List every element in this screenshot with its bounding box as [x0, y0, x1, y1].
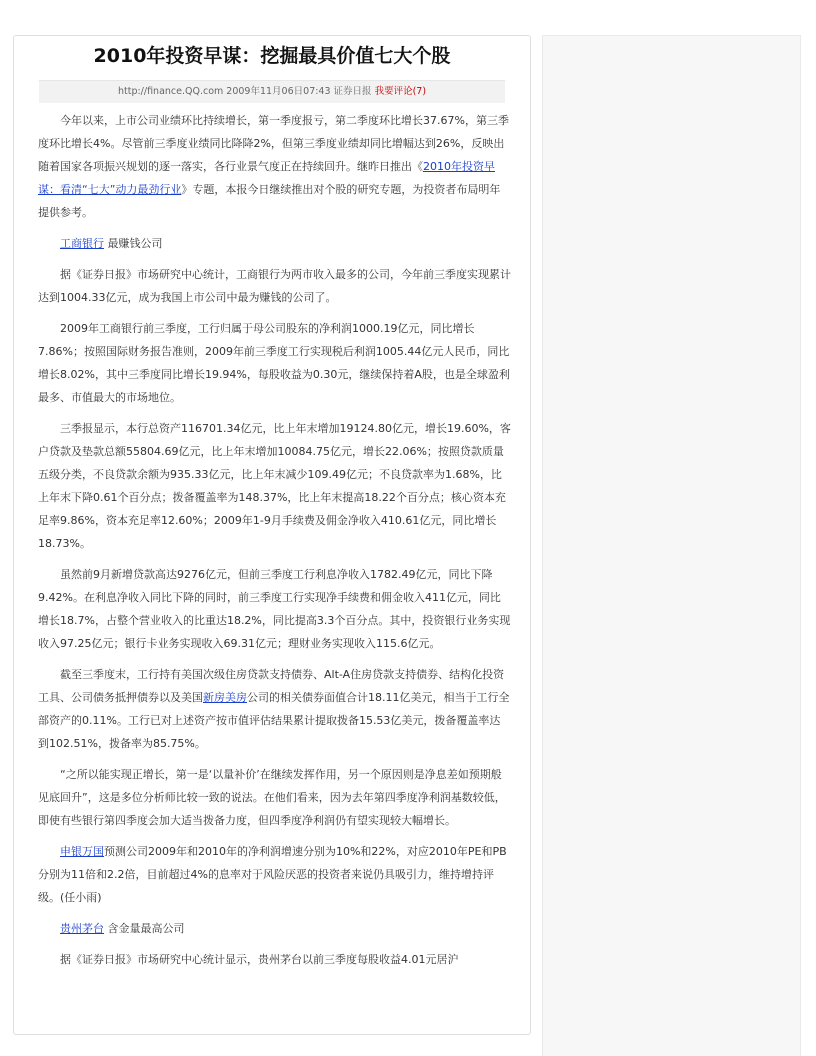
- section-heading-moutai: 贵州茅台 含金量最高公司: [60, 922, 185, 935]
- stock-link-icbc[interactable]: 工商银行: [60, 237, 104, 250]
- paragraph: 2009年工商银行前三季度，工行归属于母公司股东的净利润1000.19亿元，同比增长7.86%；按照国际财务报告准则，2009年前三季度工行实现税后利润1005.44亿元人民币，同比增长8.02%，其中三季度同比增长19.94%，每股收益为0.30元，继续保持着A股，也是全球盈利最多、市值最大的市场地位。: [38, 322, 510, 404]
- paragraph: 今年以来，上市公司业绩环比持续增长，第一季度报亏，第二季度环比增长37.67%，第三季度环比增长4%。尽管前三季度业绩同比降降2%，但第三季度业绩却同比增幅达到26%，反映出随着国家各项振兴规划的逐一落实，各行业景气度正在持续回升。继昨日推出《2010年投资早谋：看清“七大”动力最劲行业》专题，本报今日继续推出对个股的研究专题，为投资者布局明年提供参考。: [38, 114, 509, 219]
- article-panel: [13, 35, 531, 1035]
- sidebar-panel: [542, 35, 801, 1056]
- paragraph: 据《证券日报》市场研究中心统计，工商银行为两市收入最多的公司，今年前三季度实现累计达到1004.33亿元，成为我国上市公司中最为赚钱的公司了。: [38, 268, 511, 304]
- paragraph: 截至三季度末，工行持有美国次级住房贷款支持债券、Alt-A住房贷款支持债券、结构化投资工具、公司债务抵押债券以及美国新房美房公司的相关债券面值合计18.11亿美元，相当于工行全部资产的0.11%。工行已对上述资产按市值评估结果累计提取拨备15.53亿美元，拨备覆盖率达到102.51%，拨备率为85.75%。: [38, 668, 510, 750]
- stock-link-fannie-freddie[interactable]: 新房美房: [203, 691, 247, 704]
- section-heading-icbc: 工商银行 最赚钱公司: [60, 237, 163, 250]
- stock-link-shenyin[interactable]: 申银万国: [60, 845, 104, 858]
- paragraph: 据《证券日报》市场研究中心统计显示，贵州茅台以前三季度每股收益4.01元居沪: [60, 953, 459, 966]
- related-topic-link[interactable]: 2010年投资早谋：看清“七大”动力最劲行业: [38, 160, 495, 196]
- article-meta-bar: [39, 80, 505, 103]
- paragraph: 申银万国预测公司2009年和2010年的净利润增速分别为10%和22%，对应2010年PE和PB分别为11倍和2.2倍，目前超过4%的息率对于风险厌恶的投资者来说仍具吸引力，维持增持评级。(任小雨): [38, 845, 507, 904]
- comment-link[interactable]: 我要评论(7): [374, 86, 427, 97]
- paragraph: 虽然前9月新增贷款高达9276亿元，但前三季度工行利息净收入1782.49亿元，同比下降9.42%。在利息净收入同比下降的同时，前三季度工行实现净手续费和佣金收入411亿元，同比增长18.7%，占整个营业收入的比重达18.2%，同比提高3.3个百分点。其中，投资银行业务实现收入97.25亿元；银行卡业务实现收入69.31亿元；理财业务实现收入115.6亿元。: [38, 568, 511, 650]
- article-body: [14, 103, 530, 971]
- paragraph: 三季报显示，本行总资产116701.34亿元，比上年末增加19124.80亿元，增长19.60%，客户贷款及垫款总额55804.69亿元，比上年末增加10084.75亿元，增长22.06%；按照贷款质量五级分类，不良贷款余额为935.33亿元，比上年末减少109.49亿元；不良贷款率为1.68%，比上年末下降0.61个百分点；拨备覆盖率为148.37%，比上年末提高18.22个百分点；核心资本充足率9.86%，资本充足率12.60%；2009年1-9月手续费及佣金净收入410.61亿元，同比增长18.73%。: [38, 422, 511, 550]
- article-source: http://finance.QQ.com 2009年11月06日07:43 证券日报: [117, 86, 375, 97]
- article-title: 2010年投资早谋：挖掘最具价值七大个股: [93, 45, 451, 67]
- paragraph: “之所以能实现正增长，第一是‘以量补价’在继续发挥作用，另一个原因则是净息差如预期般见底回升”，这是多位分析师比较一致的说法。在他们看来，因为去年第四季度净利润基数较低，即使有些银行第四季度会加大适当拨备力度，但四季度净利润仍有望实现较大幅增长。: [38, 768, 506, 827]
- stock-link-moutai[interactable]: 贵州茅台: [60, 922, 104, 935]
